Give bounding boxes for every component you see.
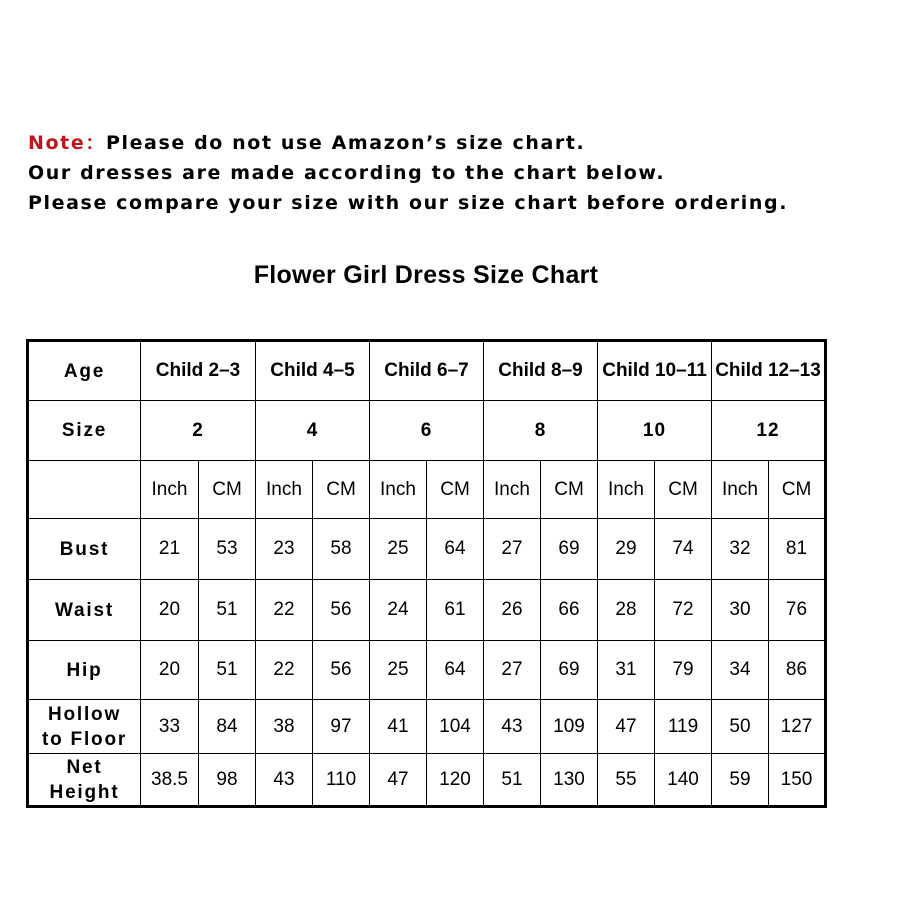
size-cell: 8 <box>484 401 598 461</box>
value-cell: 51 <box>199 641 256 700</box>
waist-row <box>28 580 826 641</box>
value-cell: 119 <box>655 700 712 754</box>
hollow-label-line-2: to Floor <box>41 728 128 750</box>
unit-inch: Inch <box>370 461 427 519</box>
value-cell: 25 <box>370 519 427 580</box>
unit-cm: CM <box>769 461 826 519</box>
value-cell: 23 <box>256 519 313 580</box>
unit-inch: Inch <box>598 461 655 519</box>
value-cell: 43 <box>256 754 313 807</box>
net-height-row <box>28 754 826 807</box>
size-cell: 10 <box>598 401 712 461</box>
value-cell: 28 <box>598 580 655 641</box>
unit-row <box>28 461 826 519</box>
value-cell: 26 <box>484 580 541 641</box>
value-cell: 22 <box>256 580 313 641</box>
size-cell: 6 <box>370 401 484 461</box>
value-cell: 51 <box>199 580 256 641</box>
size-label: Size <box>28 401 141 461</box>
value-cell: 47 <box>598 700 655 754</box>
unit-row-empty-cell <box>28 461 141 519</box>
value-cell: 21 <box>141 519 199 580</box>
value-cell: 32 <box>712 519 769 580</box>
note-line-2: Our dresses are made according to the chart below. <box>28 162 666 184</box>
unit-cm: CM <box>313 461 370 519</box>
value-cell: 69 <box>541 519 598 580</box>
value-cell: 97 <box>313 700 370 754</box>
age-cell: Child 4–5 <box>256 341 370 401</box>
age-label: Age <box>28 341 141 401</box>
value-cell: 53 <box>199 519 256 580</box>
value-cell: 120 <box>427 754 484 807</box>
value-cell: 69 <box>541 641 598 700</box>
value-cell: 43 <box>484 700 541 754</box>
value-cell: 20 <box>141 641 199 700</box>
bust-row <box>28 519 826 580</box>
hip-label: Hip <box>28 641 141 700</box>
value-cell: 109 <box>541 700 598 754</box>
value-cell: 31 <box>598 641 655 700</box>
unit-inch: Inch <box>484 461 541 519</box>
age-row <box>28 341 826 401</box>
value-cell: 33 <box>141 700 199 754</box>
value-cell: 59 <box>712 754 769 807</box>
value-cell: 76 <box>769 580 826 641</box>
waist-label: Waist <box>28 580 141 641</box>
value-cell: 140 <box>655 754 712 807</box>
value-cell: 20 <box>141 580 199 641</box>
height-label-line-2: Height <box>49 781 120 803</box>
unit-cm: CM <box>427 461 484 519</box>
value-cell: 55 <box>598 754 655 807</box>
note-label: Note： <box>28 132 106 154</box>
note-line-1 <box>28 128 888 158</box>
value-cell: 47 <box>370 754 427 807</box>
value-cell: 110 <box>313 754 370 807</box>
value-cell: 150 <box>769 754 826 807</box>
value-cell: 104 <box>427 700 484 754</box>
value-cell: 29 <box>598 519 655 580</box>
note-line-3: Please compare your size with our size chart before ordering. <box>28 192 789 214</box>
value-cell: 58 <box>313 519 370 580</box>
value-cell: 24 <box>370 580 427 641</box>
value-cell: 38.5 <box>141 754 199 807</box>
value-cell: 66 <box>541 580 598 641</box>
size-cell: 12 <box>712 401 826 461</box>
age-cell: Child 10–11 <box>598 341 712 401</box>
value-cell: 81 <box>769 519 826 580</box>
age-cell: Child 8–9 <box>484 341 598 401</box>
value-cell: 22 <box>256 641 313 700</box>
unit-inch: Inch <box>256 461 313 519</box>
hollow-label-line-1: Hollow <box>47 703 122 725</box>
note-text-1: Please do not use Amazon’s size chart. <box>105 132 586 154</box>
note-block <box>28 128 888 218</box>
value-cell: 84 <box>199 700 256 754</box>
value-cell: 56 <box>313 641 370 700</box>
size-cell: 4 <box>256 401 370 461</box>
size-chart-table <box>26 339 827 808</box>
value-cell: 25 <box>370 641 427 700</box>
value-cell: 74 <box>655 519 712 580</box>
value-cell: 56 <box>313 580 370 641</box>
hollow-to-floor-row <box>28 700 826 754</box>
value-cell: 130 <box>541 754 598 807</box>
unit-cm: CM <box>199 461 256 519</box>
net-height-label <box>28 754 141 807</box>
value-cell: 72 <box>655 580 712 641</box>
value-cell: 50 <box>712 700 769 754</box>
value-cell: 64 <box>427 641 484 700</box>
size-cell: 2 <box>141 401 256 461</box>
chart-title: Flower Girl Dress Size Chart <box>253 261 599 289</box>
value-cell: 41 <box>370 700 427 754</box>
size-row <box>28 401 826 461</box>
height-label-line-1: Net <box>66 756 103 778</box>
value-cell: 34 <box>712 641 769 700</box>
value-cell: 86 <box>769 641 826 700</box>
hip-row <box>28 641 826 700</box>
unit-cm: CM <box>655 461 712 519</box>
value-cell: 64 <box>427 519 484 580</box>
hollow-to-floor-label <box>28 700 141 754</box>
value-cell: 98 <box>199 754 256 807</box>
value-cell: 38 <box>256 700 313 754</box>
unit-inch: Inch <box>141 461 199 519</box>
value-cell: 127 <box>769 700 826 754</box>
value-cell: 79 <box>655 641 712 700</box>
value-cell: 30 <box>712 580 769 641</box>
value-cell: 51 <box>484 754 541 807</box>
unit-inch: Inch <box>712 461 769 519</box>
age-cell: Child 6–7 <box>370 341 484 401</box>
value-cell: 27 <box>484 641 541 700</box>
age-cell: Child 2–3 <box>141 341 256 401</box>
value-cell: 61 <box>427 580 484 641</box>
age-cell: Child 12–13 <box>712 341 826 401</box>
value-cell: 27 <box>484 519 541 580</box>
unit-cm: CM <box>541 461 598 519</box>
bust-label: Bust <box>28 519 141 580</box>
